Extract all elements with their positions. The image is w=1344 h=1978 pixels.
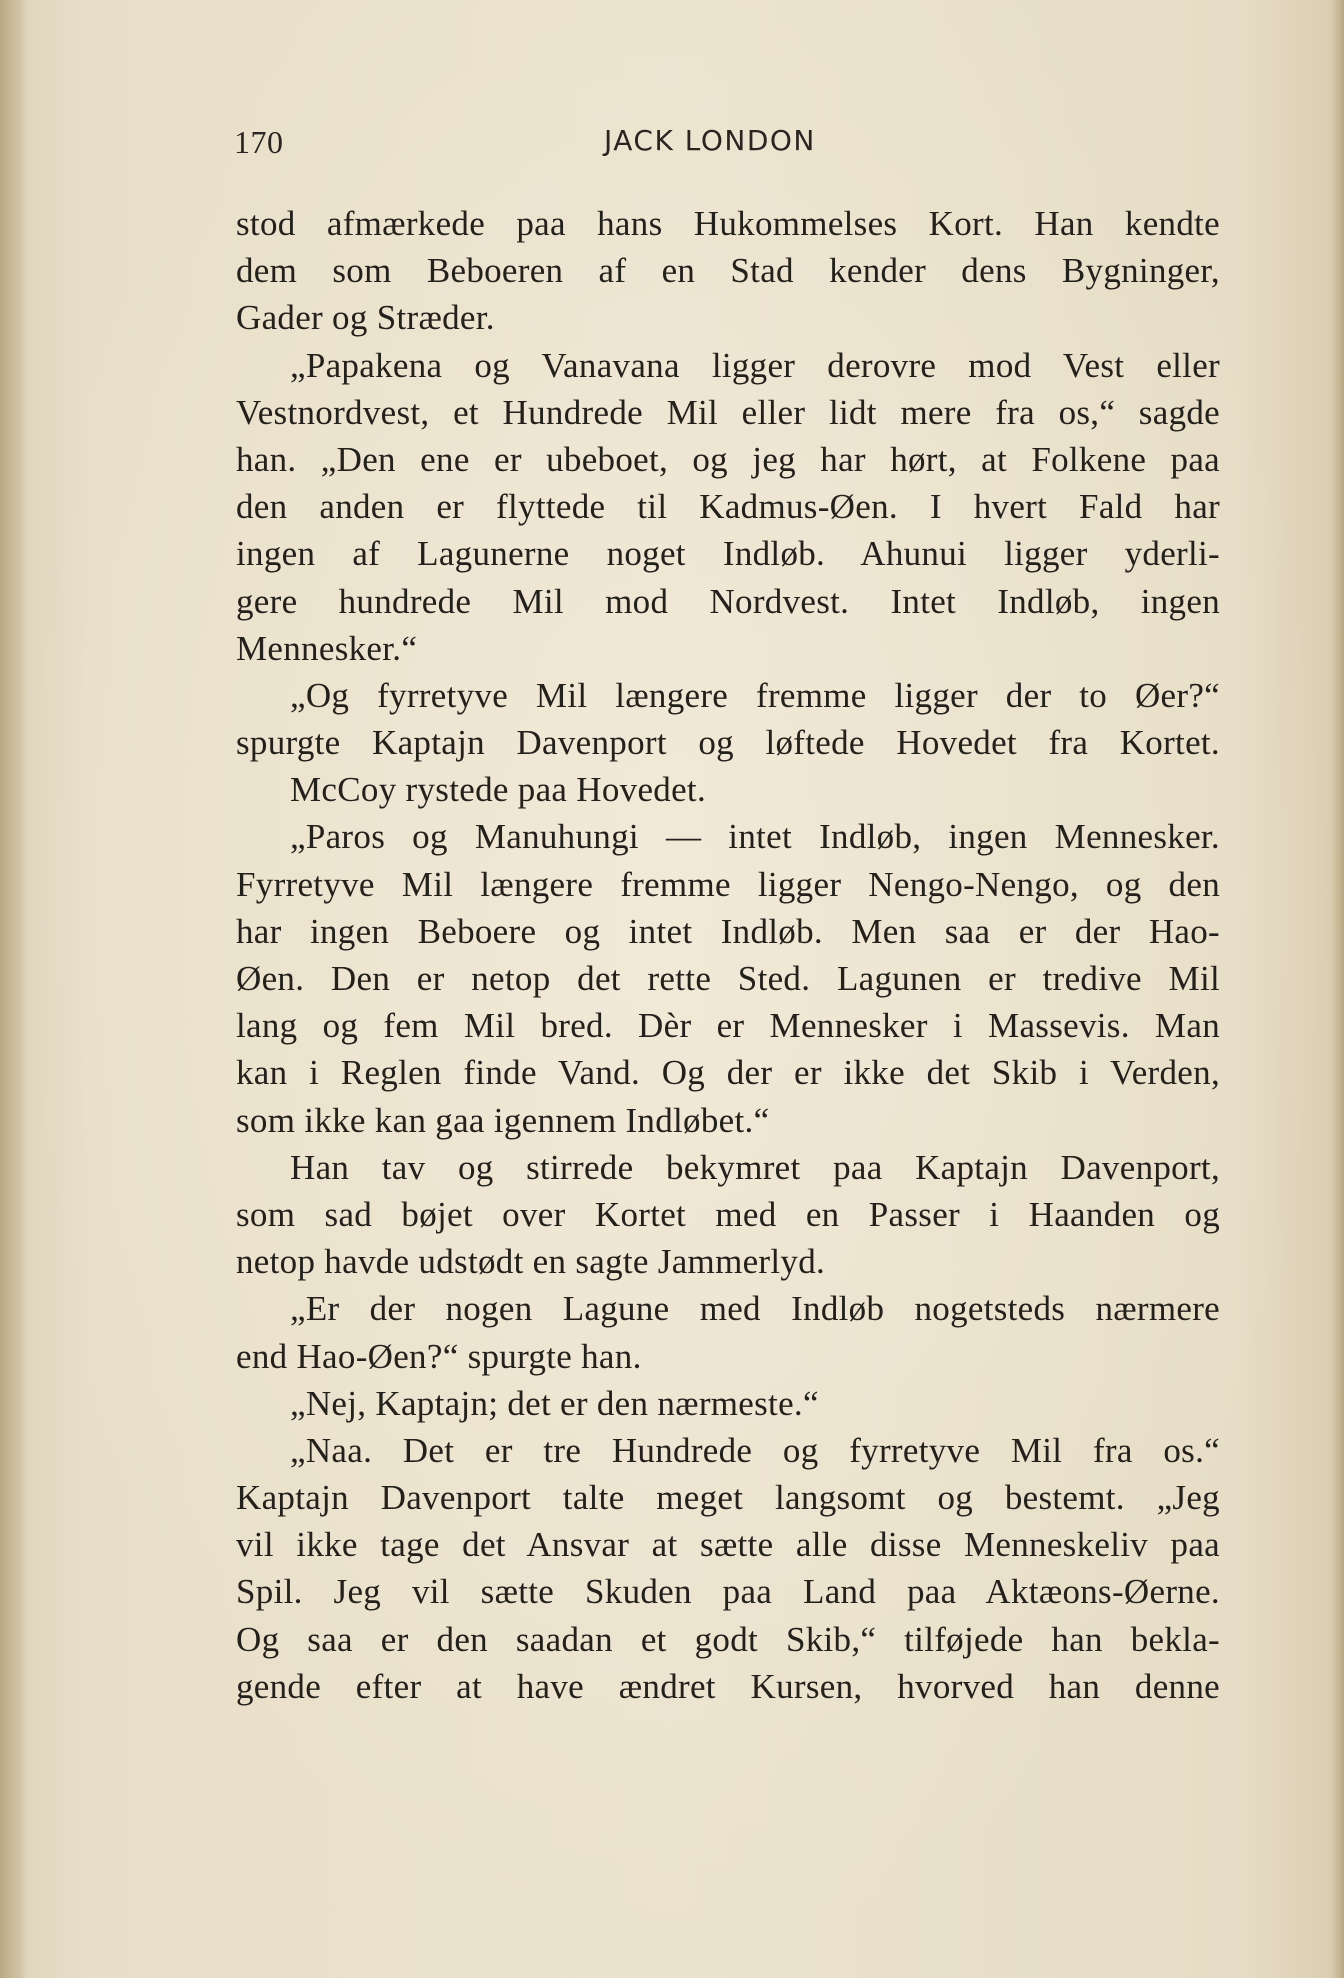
text-line: som ikke kan gaa igennem Indløbet.“ [236, 1100, 770, 1140]
text-line: lang og fem Mil bred. Dèr er Mennesker i Massevis. Man [236, 1006, 1220, 1046]
text-line: Og saa er den saadan et godt Skib,“ tilføjede han bekla- [236, 1619, 1220, 1659]
page-edge-shadow [1330, 0, 1344, 1978]
running-title: JACK LONDON [604, 124, 816, 157]
text-line: gere hundrede Mil mod Nordvest. Intet Indløb, ingen [236, 581, 1220, 621]
text-line: Øen. Den er netop det rette Sted. Lagunen er tredive Mil [236, 959, 1220, 998]
text-line: stod afmærkede paa hans Hukommelses Kort. Han kendte [236, 204, 1220, 243]
text-line: Fyrretyve Mil længere fremme ligger Nengo-Nengo, og den [236, 864, 1220, 904]
text-line: som sad bøjet over Kortet med en Passer i Haanden og [236, 1194, 1220, 1234]
body-text [236, 200, 1220, 1710]
text-line: kan i Reglen finde Vand. Og der er ikke det Skib i Verden, [236, 1053, 1220, 1093]
text-line: Gader og Stræder. [236, 298, 495, 338]
text-line: Kaptajn Davenport talte meget langsomt og bestemt. „Jeg [236, 1478, 1220, 1518]
text-line: „Nej, Kaptajn; det er den nærmeste.“ [290, 1383, 819, 1423]
text-line: Han tav og stirrede bekymret paa Kaptajn Davenport, [290, 1147, 1220, 1187]
text-line: den anden er flyttede til Kadmus-Øen. I hvert Fald har [236, 487, 1220, 527]
text-line: „Papakena og Vanavana ligger derovre mod Vest eller [290, 345, 1220, 385]
text-line: McCoy rystede paa Hovedet. [290, 770, 707, 810]
text-line: gende efter at have ændret Kursen, hvorved han denne [236, 1666, 1220, 1706]
text-line: dem som Beboeren af en Stad kender dens Bygninger, [236, 251, 1220, 291]
text-line: „Er der nogen Lagune med Indløb nogetsteds nærmere [290, 1289, 1220, 1329]
running-head [234, 118, 1222, 168]
page-number: 170 [234, 124, 284, 160]
text-line: ingen af Lagunerne noget Indløb. Ahunui ligger yderli- [236, 534, 1220, 574]
text-line: Spil. Jeg vil sætte Skuden paa Land paa Aktæons-Øerne. [236, 1572, 1220, 1612]
page-gutter-shadow [0, 0, 26, 1978]
text-line: har ingen Beboere og intet Indløb. Men saa er der Hao- [236, 911, 1220, 951]
text-line: vil ikke tage det Ansvar at sætte alle disse Menneskeliv paa [236, 1525, 1220, 1565]
text-line: spurgte Kaptajn Davenport og løftede Hovedet fra Kortet. [236, 723, 1220, 763]
text-line: Mennesker.“ [236, 628, 418, 668]
text-line: netop havde udstødt en sagte Jammerlyd. [236, 1242, 826, 1282]
text-line: „Paros og Manuhungi — intet Indløb, ingen Mennesker. [290, 817, 1220, 857]
text-line: han. „Den ene er ubeboet, og jeg har hørt, at Folkene paa [236, 439, 1220, 479]
text-line: Vestnordvest, et Hundrede Mil eller lidt mere fra os,“ sagde [236, 392, 1220, 432]
text-line: „Naa. Det er tre Hundrede og fyrretyve Mil fra os.“ [290, 1430, 1220, 1470]
text-line: end Hao-Øen?“ spurgte han. [236, 1336, 642, 1376]
text-line: „Og fyrretyve Mil længere fremme ligger der to Øer?“ [290, 675, 1220, 715]
